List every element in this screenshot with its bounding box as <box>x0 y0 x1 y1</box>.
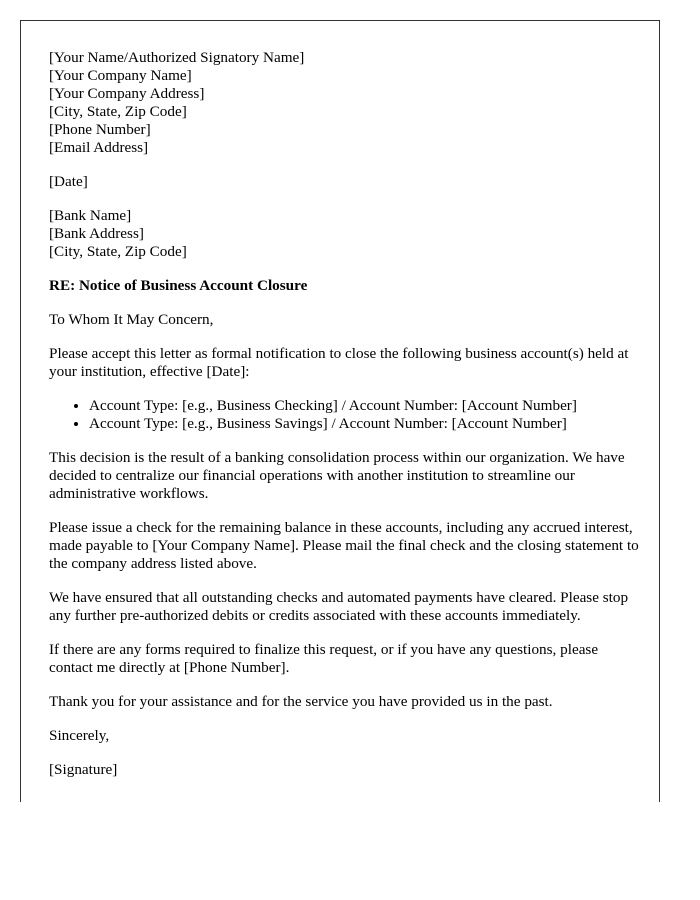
balance-paragraph: Please issue a check for the remaining balance in these accounts, including any accrued interest, made payable to [Your Company Name]. Please mail the final check and the closing statement to the company address listed above. <box>49 519 639 572</box>
salutation: To Whom It May Concern, <box>49 311 214 328</box>
letter-date <box>49 173 639 191</box>
bank-address: [Bank Address] <box>49 225 144 242</box>
reason-paragraph: This decision is the result of a banking consolidation process within our organization. We have decided to centralize our financial operations with another institution to streamline our administrative workflows. <box>49 449 625 502</box>
bank-name: [Bank Name] <box>49 207 132 224</box>
account-item: • Account Type: [e.g., Business Savings] / Account Number: [Account Number] <box>89 415 639 433</box>
bank-city-state-zip: [City, State, Zip Code] <box>49 243 187 260</box>
letter-page <box>20 20 660 802</box>
date-text: [Date] <box>49 173 88 190</box>
closing: Sincerely, <box>49 727 110 744</box>
sender-phone: [Phone Number] <box>49 121 151 138</box>
signature: [Signature] <box>49 761 118 778</box>
accounts-list <box>49 397 639 433</box>
letter-content <box>49 49 639 779</box>
sender-name: [Your Name/Authorized Signatory Name] <box>49 49 305 66</box>
subject-line: RE: Notice of Business Account Closure <box>49 277 308 294</box>
account-item: • Account Type: [e.g., Business Checking] / Account Number: [Account Number] <box>89 397 639 415</box>
intro-paragraph: Please accept this letter as formal notification to close the following business account(s) held at your institution, effective [Date]: <box>49 345 629 380</box>
thanks-paragraph: Thank you for your assistance and for the service you have provided us in the past. <box>49 693 553 710</box>
contact-paragraph: If there are any forms required to finalize this request, or if you have any questions, please contact me directly at [Phone Number]. <box>49 641 599 676</box>
sender-address-block <box>49 49 639 157</box>
payments-paragraph: We have ensured that all outstanding checks and automated payments have cleared. Please stop any further pre-authorized debits or credits associated with these accounts immediately. <box>49 589 629 624</box>
recipient-address-block <box>49 207 639 261</box>
sender-email: [Email Address] <box>49 139 149 156</box>
sender-company-name: [Your Company Name] <box>49 67 192 84</box>
sender-company-address: [Your Company Address] <box>49 85 205 102</box>
sender-city-state-zip: [City, State, Zip Code] <box>49 103 187 120</box>
